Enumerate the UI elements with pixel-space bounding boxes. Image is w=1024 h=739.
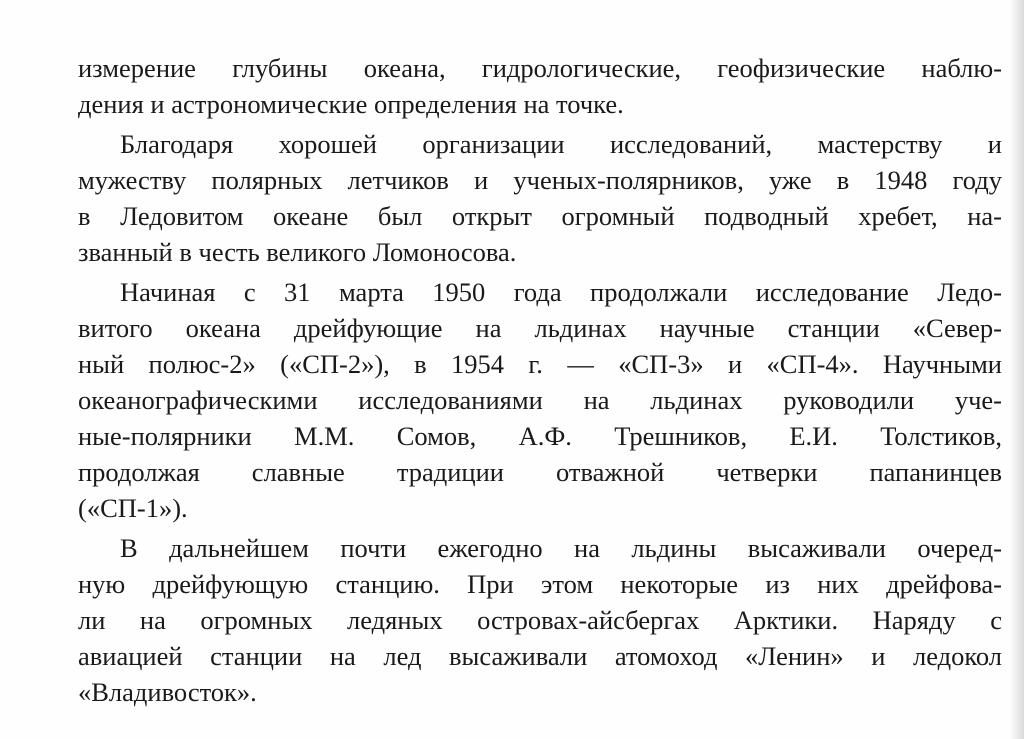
text-line: званный в честь великого Ломоносова. <box>78 237 517 267</box>
text-line: ный полюс-2» («СП-2»), в 1954 г. — «СП-3» и «СП-4». Научными <box>78 349 1002 379</box>
paragraph-3 <box>78 274 1002 526</box>
text-line: продолжая славные традиции отважной четверки папанинцев <box>78 457 1002 487</box>
text-line: ли на огромных ледяных островах-айсбергах Арктики. Наряду с <box>78 605 1002 635</box>
page-edge-shadow <box>1010 0 1024 739</box>
text-line: В дальнейшем почти ежегодно на льдины высаживали очеред- <box>120 533 1002 563</box>
text-line: Благодаря хорошей организации исследований, мастерству и <box>120 129 1002 159</box>
text-line: измерение глубины океана, гидрологические, геофизические наблю- <box>78 53 1002 83</box>
text-line: дения и астрономические определения на точке. <box>78 89 624 119</box>
text-line: Начиная с 31 марта 1950 года продолжали исследование Ледо- <box>120 277 1002 307</box>
body-text <box>78 50 1002 714</box>
text-line: в Ледовитом океане был открыт огромный подводный хребет, на- <box>78 201 1002 231</box>
paragraph-2 <box>78 126 1002 270</box>
text-line: («СП-1»). <box>78 493 188 523</box>
text-line: мужеству полярных летчиков и ученых-полярников, уже в 1948 году <box>78 165 1002 195</box>
paragraph-4 <box>78 530 1002 710</box>
paragraph-1 <box>78 50 1002 122</box>
text-line: «Владивосток». <box>78 677 257 707</box>
text-line: авиацией станции на лед высаживали атомоход «Ленин» и ледокол <box>78 641 1002 671</box>
text-line: океанографическими исследованиями на льдинах руководили уче- <box>78 385 1002 415</box>
text-line: витого океана дрейфующие на льдинах научные станции «Север- <box>78 313 1002 343</box>
text-line: ную дрейфующую станцию. При этом некоторые из них дрейфова- <box>78 569 1002 599</box>
text-line: ные-полярники М.М. Сомов, А.Ф. Трешников, Е.И. Толстиков, <box>78 421 1002 451</box>
